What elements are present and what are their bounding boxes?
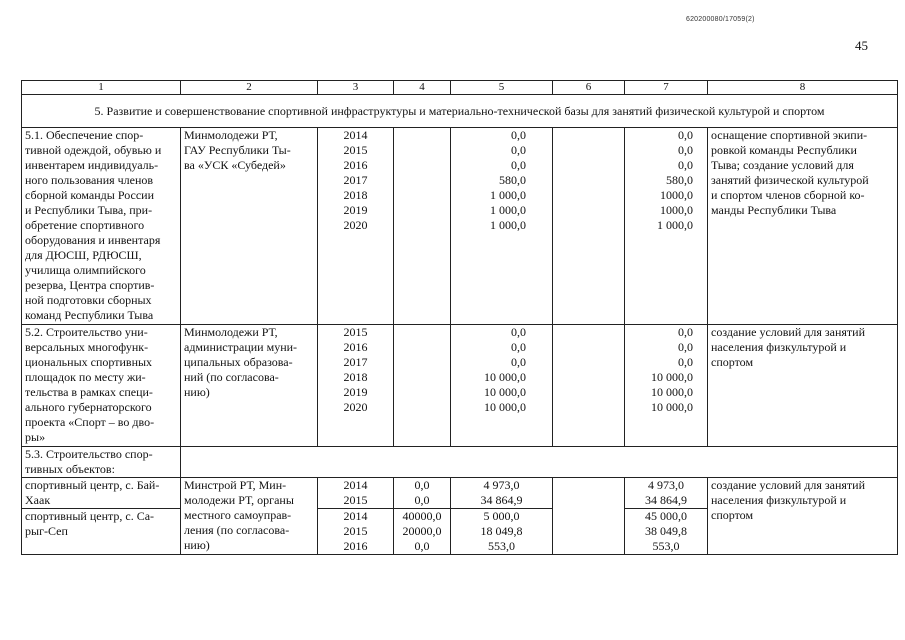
cell-line: ления (по согласова- bbox=[184, 523, 290, 537]
cell-line: инвентарем индивидуаль- bbox=[25, 158, 159, 172]
cell-line: 0,0 bbox=[678, 355, 693, 369]
cell-line: ГАУ Республики Ты- bbox=[184, 143, 291, 157]
cell-line: населения физкультурой и bbox=[711, 493, 847, 507]
column-number: 7 bbox=[625, 81, 708, 95]
cell-line: спортивный центр, с. Бай- bbox=[25, 478, 160, 492]
cell-line: 38 049,8 bbox=[645, 524, 687, 538]
cell-line: 4 973,0 bbox=[483, 478, 520, 492]
row-5-2-years bbox=[318, 325, 394, 447]
saryg-sep-col5 bbox=[451, 509, 553, 555]
cell-line: сборной команды России bbox=[25, 188, 155, 202]
cell-line: тивной одеждой, обувью и bbox=[25, 143, 162, 157]
cell-line: 18 049,8 bbox=[480, 524, 523, 538]
cell-line: резерва, Центра спортив- bbox=[25, 278, 155, 292]
cell-line: тивных объектов: bbox=[25, 462, 115, 476]
cell-line: 0,0 bbox=[511, 325, 526, 339]
cell-line: администрации муни- bbox=[184, 340, 298, 354]
cell-line: рыг-Сеп bbox=[25, 524, 68, 538]
cell-line: 1000,0 bbox=[660, 188, 693, 202]
cell-line: спортом bbox=[711, 355, 754, 369]
cell-line: 0,0 bbox=[511, 143, 526, 157]
cell-line: 2015 bbox=[343, 325, 368, 339]
cell-line: Тыва; создание условий для bbox=[711, 158, 854, 172]
objects-executor bbox=[181, 478, 318, 555]
cell-line: создание условий для занятий bbox=[711, 325, 865, 339]
row-5-1-col7 bbox=[625, 128, 708, 325]
cell-line: 4 973,0 bbox=[648, 478, 684, 492]
row-5-1-col6 bbox=[553, 128, 625, 325]
cell-line: 2016 bbox=[343, 539, 368, 553]
table-row bbox=[22, 128, 898, 325]
document-id: 620200080/17059(2) bbox=[686, 16, 755, 23]
column-number: 2 bbox=[181, 81, 318, 95]
cell-line: 0,0 bbox=[511, 158, 526, 172]
cell-line: 10 000,0 bbox=[484, 385, 526, 399]
cell-line: 0,0 bbox=[678, 340, 693, 354]
cell-line: 580,0 bbox=[666, 173, 693, 187]
cell-line: 10 000,0 bbox=[651, 385, 693, 399]
cell-line: 2014 bbox=[343, 478, 368, 492]
row-5-1-executor bbox=[181, 128, 318, 325]
row-5-1-col4 bbox=[394, 128, 451, 325]
cell-line: манды Республики Тыва bbox=[711, 203, 837, 217]
bay-haak-col5 bbox=[451, 478, 553, 509]
cell-line: местного самоуправ- bbox=[184, 508, 292, 522]
cell-line: команд Республики Тыва bbox=[25, 308, 154, 322]
cell-line: ва «УСК «Субедей» bbox=[184, 158, 286, 172]
saryg-sep-name bbox=[22, 509, 181, 555]
cell-line: 2019 bbox=[343, 385, 368, 399]
cell-line: 0,0 bbox=[678, 158, 693, 172]
cell-line: Минстрой РТ, Мин- bbox=[184, 478, 287, 492]
cell-line: Хаак bbox=[25, 493, 51, 507]
column-number: 5 bbox=[451, 81, 553, 95]
cell-line: обретение спортивного bbox=[25, 218, 145, 232]
cell-line: 5.3. Строительство спор- bbox=[25, 447, 153, 461]
cell-line: 1 000,0 bbox=[490, 188, 526, 202]
table-row bbox=[22, 478, 898, 509]
cell-line: оборудования и инвентаря bbox=[25, 233, 161, 247]
cell-line: 1 000,0 bbox=[490, 203, 526, 217]
cell-line: 0,0 bbox=[511, 340, 526, 354]
table-row bbox=[22, 447, 898, 478]
cell-line: 1 000,0 bbox=[490, 218, 526, 232]
row-5-2-executor bbox=[181, 325, 318, 447]
row-5-2-col7 bbox=[625, 325, 708, 447]
cell-line: 2015 bbox=[343, 524, 368, 538]
row-5-1-years bbox=[318, 128, 394, 325]
cell-line: 10 000,0 bbox=[484, 400, 526, 414]
column-number: 4 bbox=[394, 81, 451, 95]
row-5-2-col4 bbox=[394, 325, 451, 447]
cell-line: 2017 bbox=[343, 355, 368, 369]
cell-line: 2020 bbox=[343, 218, 368, 232]
bay-haak-col4 bbox=[394, 478, 451, 509]
cell-line: ного пользования членов bbox=[25, 173, 154, 187]
cell-line: 0,0 bbox=[511, 128, 526, 142]
cell-line: нию) bbox=[184, 385, 210, 399]
cell-line: 2014 bbox=[343, 509, 368, 523]
cell-line: занятий физической культурой bbox=[711, 173, 869, 187]
cell-line: 2015 bbox=[343, 143, 368, 157]
cell-line: 580,0 bbox=[499, 173, 526, 187]
saryg-sep-years bbox=[318, 509, 394, 555]
cell-line: Минмолодежи РТ, bbox=[184, 325, 278, 339]
cell-line: 553,0 bbox=[488, 539, 515, 553]
cell-line: 2016 bbox=[343, 158, 368, 172]
cell-line: 10 000,0 bbox=[651, 370, 693, 384]
cell-line: нию) bbox=[184, 538, 210, 552]
section-title: 5. Развитие и совершенствование спортивной инфраструктуры и материально-технической базы для занятий физической культурой и спортом bbox=[22, 95, 898, 128]
cell-line: 0,0 bbox=[678, 143, 693, 157]
row-5-1-result bbox=[708, 128, 898, 325]
bay-haak-years bbox=[318, 478, 394, 509]
cell-line: 45 000,0 bbox=[645, 509, 687, 523]
cell-line: 10 000,0 bbox=[651, 400, 693, 414]
cell-line: Минмолодежи РТ, bbox=[184, 128, 278, 142]
cell-line: населения физкультурой и bbox=[711, 340, 847, 354]
column-number: 6 bbox=[553, 81, 625, 95]
cell-line: 2019 bbox=[343, 203, 368, 217]
bay-haak-name bbox=[22, 478, 181, 509]
bay-haak-col7 bbox=[625, 478, 708, 509]
cell-line: 5.2. Строительство уни- bbox=[25, 325, 148, 339]
cell-line: 2017 bbox=[343, 173, 368, 187]
column-number: 1 bbox=[22, 81, 181, 95]
objects-result bbox=[708, 478, 898, 555]
cell-line: 1000,0 bbox=[660, 203, 693, 217]
cell-line: 0,0 bbox=[414, 478, 430, 492]
row-5-1-name bbox=[22, 128, 181, 325]
program-table bbox=[21, 80, 898, 555]
row-5-2-result bbox=[708, 325, 898, 447]
cell-line: 0,0 bbox=[678, 325, 693, 339]
cell-line: ры» bbox=[25, 430, 46, 444]
cell-line: 2020 bbox=[343, 400, 368, 414]
cell-line: 0,0 bbox=[678, 128, 693, 142]
cell-line: спортивный центр, с. Са- bbox=[25, 509, 155, 523]
cell-line: 0,0 bbox=[511, 355, 526, 369]
table-row bbox=[22, 325, 898, 447]
cell-line: создание условий для занятий bbox=[711, 478, 865, 492]
row-5-2-col5 bbox=[451, 325, 553, 447]
cell-line: площадок по месту жи- bbox=[25, 370, 146, 384]
cell-line: ний (по согласова- bbox=[184, 370, 279, 384]
cell-line: 20000,0 bbox=[402, 524, 442, 538]
row-5-1-col5 bbox=[451, 128, 553, 325]
cell-line: 2018 bbox=[343, 370, 368, 384]
column-number: 3 bbox=[318, 81, 394, 95]
cell-line: спортом bbox=[711, 508, 754, 522]
saryg-sep-col7 bbox=[625, 509, 708, 555]
cell-line: 553,0 bbox=[652, 539, 680, 553]
cell-line: 34 864,9 bbox=[480, 493, 523, 507]
cell-line: 2015 bbox=[343, 493, 368, 507]
cell-line: училища олимпийского bbox=[25, 263, 146, 277]
cell-line: 0,0 bbox=[414, 539, 430, 553]
cell-line: ровкой команды Республики bbox=[711, 143, 857, 157]
cell-line: ального губернаторского bbox=[25, 400, 152, 414]
cell-line: проекта «Спорт – во дво- bbox=[25, 415, 155, 429]
cell-line: 40000,0 bbox=[402, 509, 442, 523]
cell-line: 1 000,0 bbox=[657, 218, 693, 232]
column-number: 8 bbox=[708, 81, 898, 95]
cell-line: оснащение спортивной экипи- bbox=[711, 128, 868, 142]
cell-line: тельства в рамках специ- bbox=[25, 385, 153, 399]
row-5-2-name bbox=[22, 325, 181, 447]
row-5-2-col6 bbox=[553, 325, 625, 447]
cell-line: 34 864,9 bbox=[645, 493, 687, 507]
cell-line: для ДЮСШ, РДЮСШ, bbox=[25, 248, 142, 262]
cell-line: и спортом членов сборной ко- bbox=[711, 188, 865, 202]
cell-line: 5 000,0 bbox=[483, 509, 520, 523]
cell-line: и Республики Тыва, при- bbox=[25, 203, 153, 217]
row-5-3-name bbox=[22, 447, 181, 478]
saryg-sep-col4 bbox=[394, 509, 451, 555]
cell-line: 5.1. Обеспечение спор- bbox=[25, 128, 144, 142]
cell-line: 2018 bbox=[343, 188, 368, 202]
cell-line: 0,0 bbox=[414, 493, 430, 507]
cell-line: ной подготовки сборных bbox=[25, 293, 152, 307]
cell-line: 2014 bbox=[343, 128, 368, 142]
cell-line: 2016 bbox=[343, 340, 368, 354]
cell-line: версальных многофунк- bbox=[25, 340, 149, 354]
cell-line: 10 000,0 bbox=[484, 370, 526, 384]
page-number: 45 bbox=[855, 38, 868, 53]
objects-col6 bbox=[553, 478, 625, 555]
cell-line: молодежи РТ, органы bbox=[184, 493, 294, 507]
cell-line: циональных спортивных bbox=[25, 355, 153, 369]
row-5-3-empty bbox=[181, 447, 898, 478]
cell-line: ципальных образова- bbox=[184, 355, 293, 369]
column-number-row bbox=[22, 81, 898, 95]
section-title-row bbox=[22, 95, 898, 128]
